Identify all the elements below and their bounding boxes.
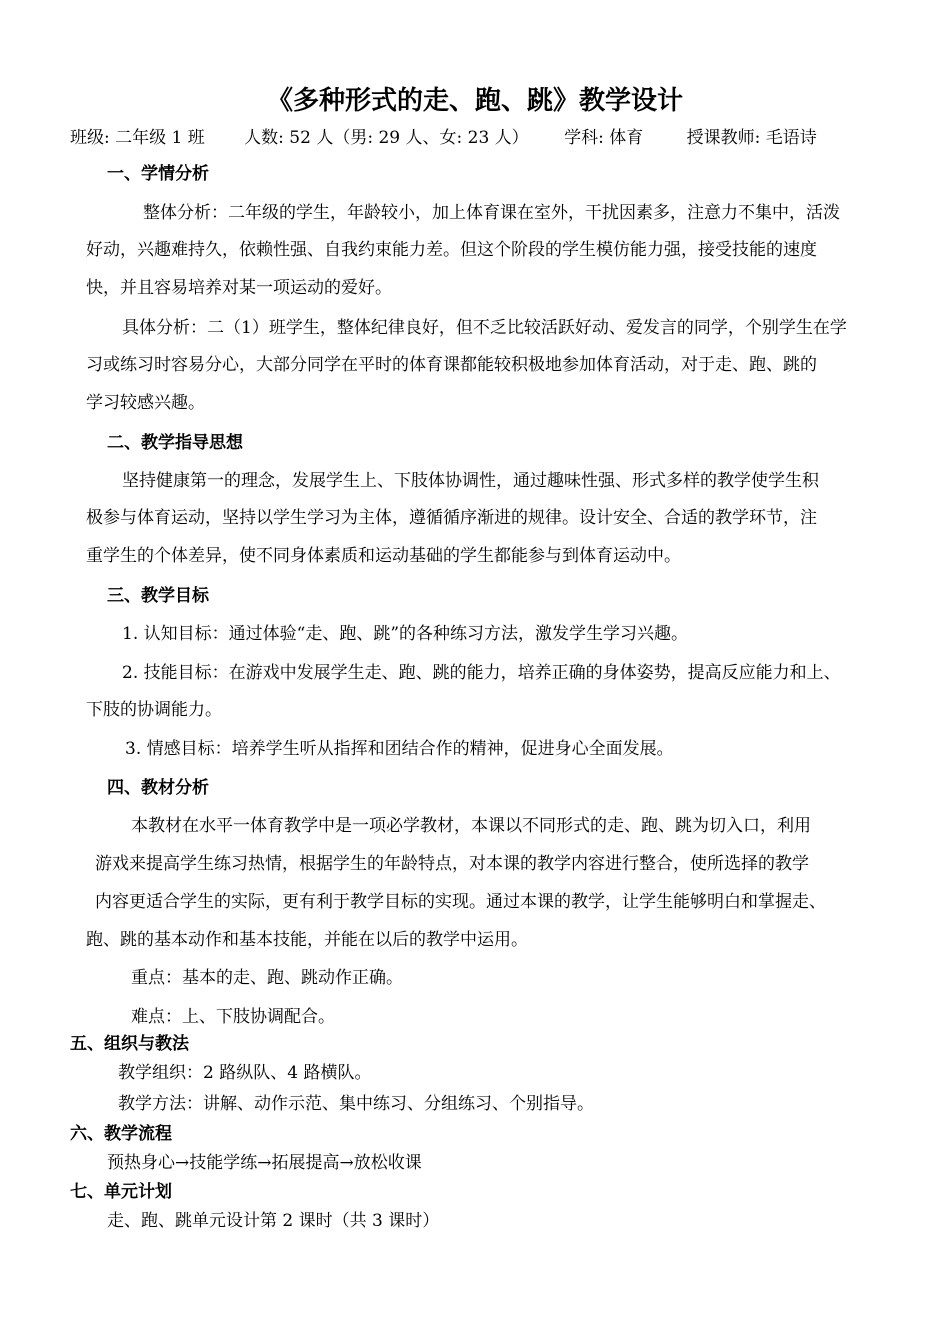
key-point: 重点：基本的走、跑、跳动作正确。	[131, 968, 403, 988]
emotional-goal: 3. 情感目标：培养学生听从指挥和团结合作的精神，促进身心全面发展。	[125, 739, 674, 759]
section-heading-3: 三、教学目标	[107, 586, 209, 606]
specific-analysis-line-3: 学习较感兴趣。	[86, 393, 205, 413]
section-heading-5: 五、组织与教法	[70, 1034, 189, 1054]
subject-label: 学科: 体育	[564, 128, 644, 148]
document-title: 《多种形式的走、跑、跳》教学设计	[266, 86, 683, 116]
overall-analysis-line-2: 好动，兴趣难持久，依赖性强、自我约束能力差。但这个阶段的学生模仿能力强，接受技能的速度	[86, 240, 817, 260]
unit-plan: 走、跑、跳单元设计第 2 课时（共 3 课时）	[107, 1211, 440, 1231]
overall-analysis-line-1: 整体分析：二年级的学生，年龄较小，加上体育课在室外，干扰因素多，注意力不集中，活泼	[143, 203, 840, 223]
specific-analysis-line-1: 具体分析：二（1）班学生，整体纪律良好，但不乏比较活跃好动、爱发言的同学，个别学生在学	[122, 318, 847, 338]
class-label: 班级: 二年级 1 班	[70, 128, 205, 148]
guiding-thought-line-2: 极参与体育运动，坚持以学生学习为主体，遵循循序渐进的规律。设计安全、合适的教学环节，注	[86, 508, 817, 528]
section-heading-7: 七、单元计划	[70, 1182, 172, 1202]
section-heading-4: 四、教材分析	[107, 778, 209, 798]
guiding-thought-line-3: 重学生的个体差异，使不同身体素质和运动基础的学生都能参与到体育运动中。	[86, 546, 681, 566]
overall-analysis-line-3: 快，并且容易培养对某一项运动的爱好。	[86, 278, 392, 298]
skill-goal-line-2: 下肢的协调能力。	[86, 700, 222, 720]
teaching-flow: 预热身心→技能学练→拓展提高→放松收课	[107, 1153, 422, 1173]
section-heading-1: 一、学情分析	[107, 164, 209, 184]
student-count: 人数: 52 人（男: 29 人、女: 23 人）	[244, 128, 529, 148]
teaching-method: 教学方法：讲解、动作示范、集中练习、分组练习、个别指导。	[118, 1094, 594, 1114]
section-heading-2: 二、教学指导思想	[107, 433, 243, 453]
material-analysis-line-2: 游戏来提高学生练习热情，根据学生的年龄特点，对本课的教学内容进行整合，使所选择的教学	[95, 854, 809, 874]
material-analysis-line-3: 内容更适合学生的实际，更有利于教学目标的实现。通过本课的教学，让学生能够明白和掌握走、	[95, 892, 826, 912]
material-analysis-line-4: 跑、跳的基本动作和基本技能，并能在以后的教学中运用。	[86, 930, 528, 950]
class-info-row	[70, 126, 817, 150]
teacher-label: 授课教师: 毛语诗	[686, 128, 817, 148]
cognitive-goal: 1. 认知目标：通过体验“走、跑、跳”的各种练习方法，激发学生学习兴趣。	[122, 624, 689, 644]
difficult-point: 难点：上、下肢协调配合。	[131, 1007, 335, 1027]
specific-analysis-line-2: 习或练习时容易分心，大部分同学在平时的体育课都能较积极地参加体育活动，对于走、跑、跳的	[86, 355, 817, 375]
guiding-thought-line-1: 坚持健康第一的理念，发展学生上、下肢体协调性，通过趣味性强、形式多样的教学使学生积	[122, 471, 819, 491]
material-analysis-line-1: 本教材在水平一体育教学中是一项必学教材，本课以不同形式的走、跑、跳为切入口，利用	[131, 816, 811, 836]
skill-goal-line-1: 2. 技能目标：在游戏中发展学生走、跑、跳的能力，培养正确的身体姿势，提高反应能力和上、	[122, 663, 841, 683]
teaching-organization: 教学组织：2 路纵队、4 路横队。	[118, 1063, 372, 1083]
section-heading-6: 六、教学流程	[70, 1124, 172, 1144]
